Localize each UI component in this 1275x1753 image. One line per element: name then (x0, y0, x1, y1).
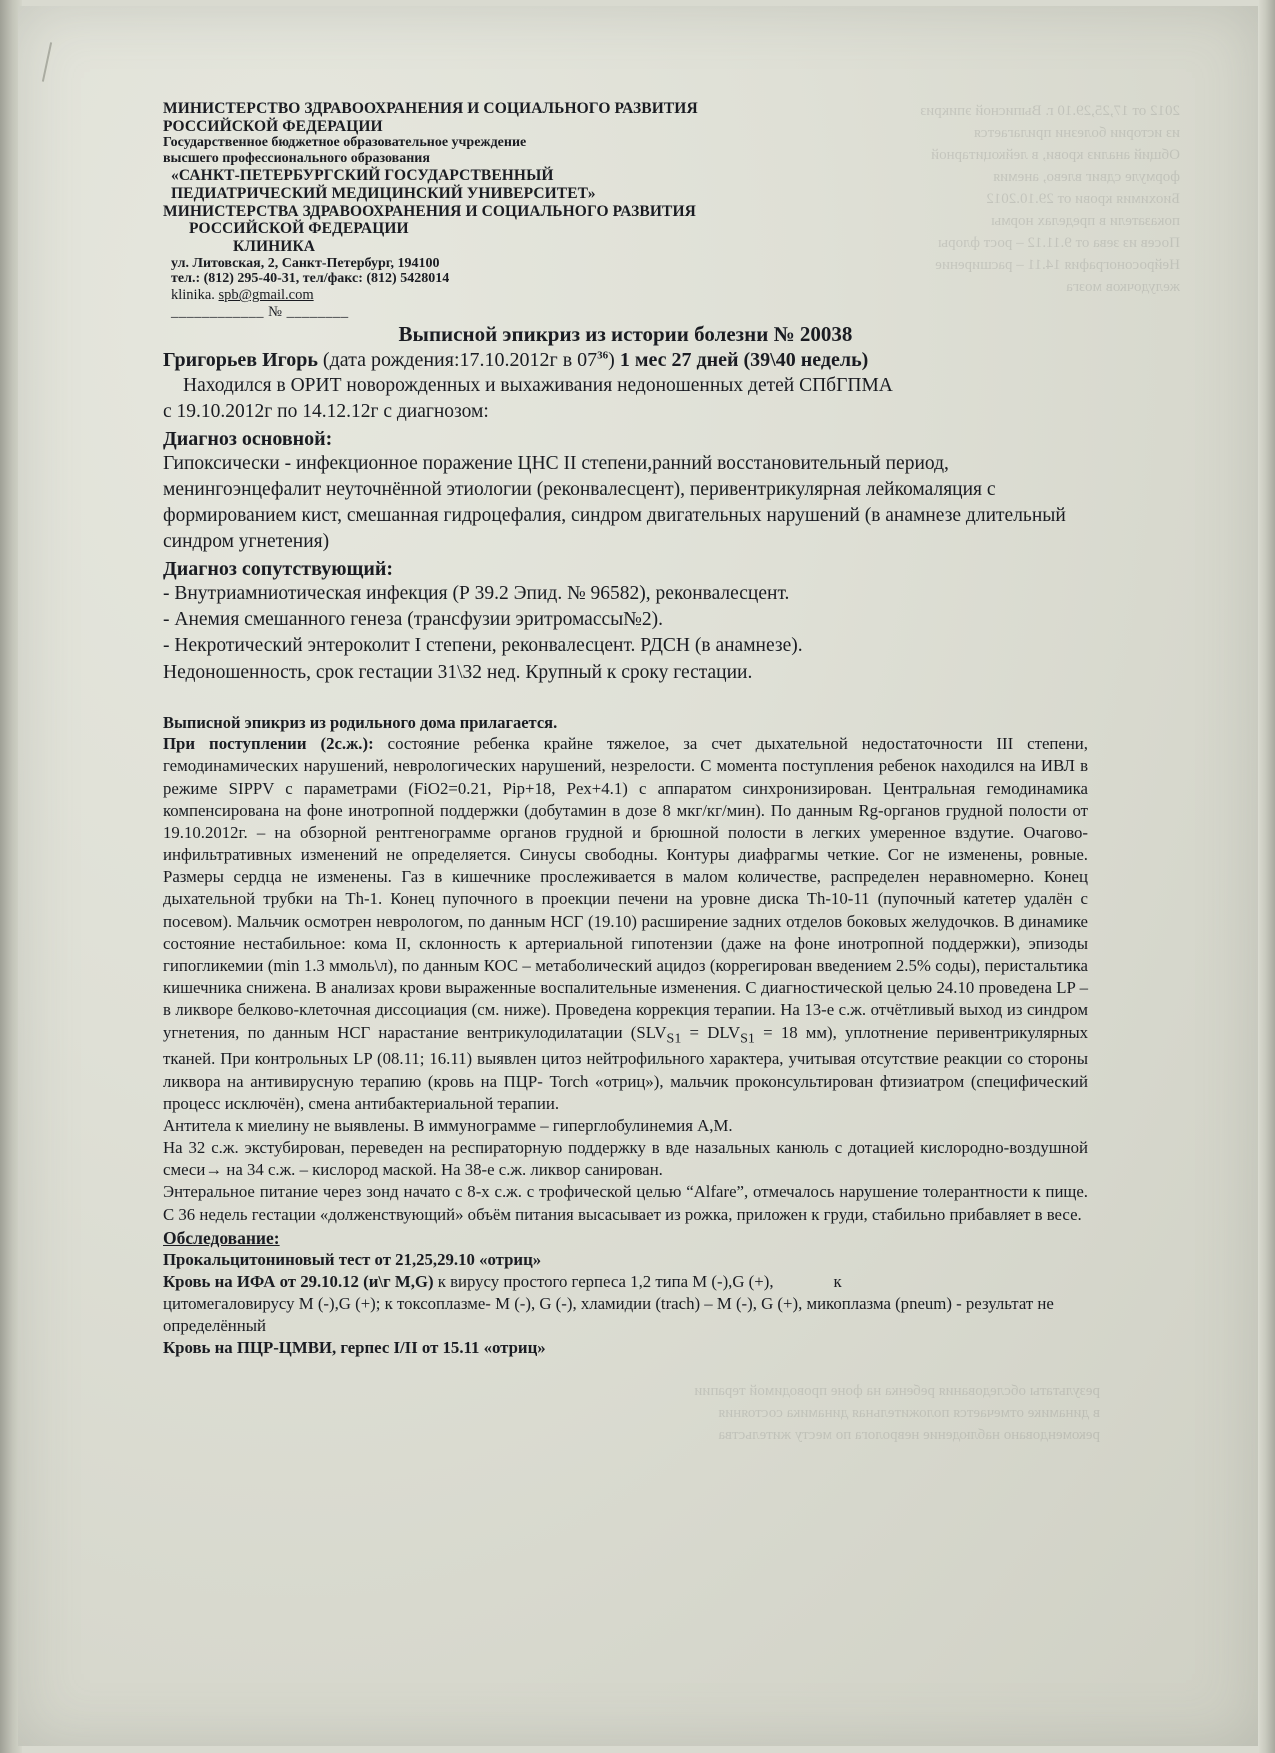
concomitant-item-4: Недоношенность, срок гестации 31\32 нед. Крупный к сроку гестации. (163, 661, 753, 683)
extubation-paragraph: На 32 с.ж. экстубирован, переведен на респираторную поддержку в вде назальных канюль с дотацией кислородно-воздушной смеси→ на 34 с.ж. – кислород маской. На 38-е с.ж. ликвор санирован. (163, 1138, 1088, 1180)
lab-pcr (163, 1337, 1088, 1359)
birth-minutes: 36 (597, 349, 609, 362)
birth-label: (дата рождения: (322, 349, 460, 372)
header-line-9-clinic: КЛИНИКА (233, 237, 316, 255)
header-line-7: МИНИСТЕРСТВА ЗДРАВООХРАНЕНИЯ И СОЦИАЛЬНОГО РАЗВИТИЯ (163, 202, 696, 220)
stay-line-2: с 19.10.2012г по 14.12.12г с диагнозом: (163, 401, 489, 423)
examination-heading: Обследование: (163, 1227, 280, 1248)
slv-subscript-2: S1 (740, 1030, 755, 1046)
lab-ifa-tail: к (833, 1271, 842, 1291)
feeding-paragraph: Энтеральное питание через зонд начато с 8-х с.ж. с трофической целью “Alfare”, отмечалось нарушение толерантности к пище. С 36 недель гестации «долженствующий» объём питания высасывает из рожка, приложен к груди, стабильно прибавляет в весе. (163, 1182, 1088, 1224)
email-prefix: klinika. (171, 287, 215, 304)
patient-line (163, 349, 1088, 372)
admission-text-continued: = 18 мм), уплотнение перивентрикулярных тканей. При контрольных LP (08.11; 16.11) выявлен цитоз нейтрофильного характера, учитывая отсутствие реакции со стороны ликвора на антивирусную терапию (кровь на ПЦР- Torch «отриц»), мальчик проконсультирован фтизиатром (специфический процесс исключён), смена антибактериальной терапии. (163, 1022, 1088, 1113)
concomitant-diagnosis-heading: Диагноз сопутствующий: (163, 557, 394, 580)
document-title: Выписной эпикриз из истории болезни № 20038 (398, 322, 853, 347)
admission-text: состояние ребенка крайне тяжелое, за счет дыхательной недостаточности III степени, гемодинамических нарушений, неврологических нарушений, незрелости. С момента поступления ребенок находился на ИВЛ в режиме SIPPV с параметрами (FiO2=0.21, Pip+18, Pex+4.1) с аппаратом синхронизирован. Центральная гемодинамика компенсирована на фоне инотропной поддержки (добутамин в дозе 8 мкг/кг/мин). По данным Rg-органов грудной полости от 19.10.2012г. – на обзорной рентгенограмме органов грудной и брюшной полости в легких умеренное вздутие. Очагово-инфильтративных изменений не определяется. Синусы свободны. Контуры диафрагмы четкие. Сог не изменены, ровные. Размеры сердца не изменены. Газ в кишечнике прослеживается в малом количестве, распределен неравномерно. Конец дыхательной трубки на Th-1. Конец пупочного в проекции печени на уровне диска Th-10-11 (пупочный катетер удалён с посевом). Мальчик осмотрен неврологом, по данным НСГ (19.10) расширение задних отделов боковых желудочков. В динамике состояние нестабильное: кома II, склонность к артериальной гипотензии (даже на фоне инотропной поддержки), эпизоды гипогликемии (min 1.3 ммоль\л), по данным КОС – метаболический ацидоз (коррегирован введением 2.5% соды), перистальтика кишечника снижена. В анализах крови выраженные воспалительные изменения. С диагностической целью 24.10 проведена LP – в ликворе белково-клеточная диссоциация (см. ниже). Проведена коррекция терапии. На 13-е с.ж. отчётливый выход из синдром угнетения, по данным НСГ нарастание вентрикулодилатации (SLV (163, 734, 1088, 1042)
concomitant-item-1: - Внутриамниотическая инфекция (Р 39.2 Эпид. № 96582), реконвалесцент. (163, 582, 790, 604)
admission-paragraph (163, 733, 1088, 1115)
header-email-line (163, 287, 1088, 304)
header-line-8: РОССИЙСКОЙ ФЕДЕРАЦИИ (189, 220, 409, 238)
patient-age: 1 мес 27 дней (39\40 недель) (619, 349, 869, 372)
lab-ifa-result: к вирусу простого герпеса 1,2 типа М (-),G (+), (433, 1271, 774, 1291)
section-spacer (163, 686, 1088, 712)
birth-date: 17.10.2012г в 07 (459, 349, 598, 372)
lab-ifa-label: Кровь на ИФА от 29.10.12 (и\г M,G) (163, 1271, 434, 1291)
antibodies-paragraph: Антитела к миелину не выявлены. В иммунограмме – гиперглобулинемия А,М. (163, 1115, 733, 1135)
lab-pcr-text: Кровь на ПЦР-ЦМВИ, герпес I/II от 15.11 «отриц» (163, 1338, 546, 1358)
header-line-6: ПЕДИАТРИЧЕСКИЙ МЕДИЦИНСКИЙ УНИВЕРСИТЕТ» (171, 184, 596, 202)
attachment-note: Выписной эпикриз из родильного дома прилагается. (163, 712, 558, 732)
concomitant-item-2: - Анемия смешанного генеза (трансфузии эритромассы№2). (163, 608, 663, 630)
page-right-edge-shadow (1259, 0, 1275, 1753)
email-address: spb@gmail.com (218, 287, 314, 304)
header-line-3: Государственное бюджетное образовательное учреждение (163, 135, 527, 151)
birth-close-paren: ) (608, 349, 615, 372)
slv-equals-dlv: = DLV (681, 1022, 741, 1042)
stay-line-1: Находился в ОРИТ новорожденных и выхаживания недоношенных детей СПбГПМА (183, 375, 893, 397)
lab-procalcitonin-text: Прокальцитониновый тест от 21,25,29.10 «отриц» (163, 1249, 542, 1269)
lab-ifa (163, 1271, 1088, 1293)
admission-label: При поступлении (2с.ж.): (163, 734, 374, 754)
patient-name: Григорьев Игорь (163, 349, 318, 372)
header-line-2: РОССИЙСКОЙ ФЕДЕРАЦИИ (163, 117, 383, 135)
header-address: ул. Литовская, 2, Санкт-Петербург, 194100 (171, 255, 440, 271)
header-phone: тел.: (812) 295-40-31, тел/факс: (812) 5428014 (171, 271, 450, 287)
lab-procalcitonin (163, 1249, 1088, 1271)
concomitant-item-3: - Некротический энтероколит I степени, реконвалесцент. РДСН (в анамнезе). (163, 635, 803, 657)
header-number-line: ____________ № ________ (171, 303, 349, 320)
header-line-4: высшего профессионального образования (163, 151, 430, 167)
main-diagnosis-text: Гипоксически - инфекционное поражение ЦНС II степени,ранний восстановительный период, менингоэнцефалит неуточнённой этиологии (реконвалесцент), перивентрикулярная лейкомаляция с формированием кист, смешанная гидроцефалия, синдром двигательных нарушений (в анамнезе длительный синдром угнетения) (163, 452, 1066, 552)
header-line-1: МИНИСТЕРСТВО ЗДРАВООХРАНЕНИЯ И СОЦИАЛЬНОГО РАЗВИТИЯ (163, 100, 698, 117)
institution-header (163, 100, 1088, 320)
slv-subscript-1: S1 (666, 1030, 682, 1046)
header-line-5: «САНКТ-ПЕТЕРБУРГСКИЙ ГОСУДАРСТВЕННЫЙ (171, 167, 554, 185)
lab-ifa-line2: цитомегаловирусу M (-),G (+); к токсоплазме- М (-), G (-), хламидии (trach) – М (-), G (+), микоплазма (pneum) - результат не определённый (163, 1294, 1054, 1336)
document-content (163, 100, 1088, 1360)
main-diagnosis-heading: Диагноз основной: (163, 427, 333, 450)
